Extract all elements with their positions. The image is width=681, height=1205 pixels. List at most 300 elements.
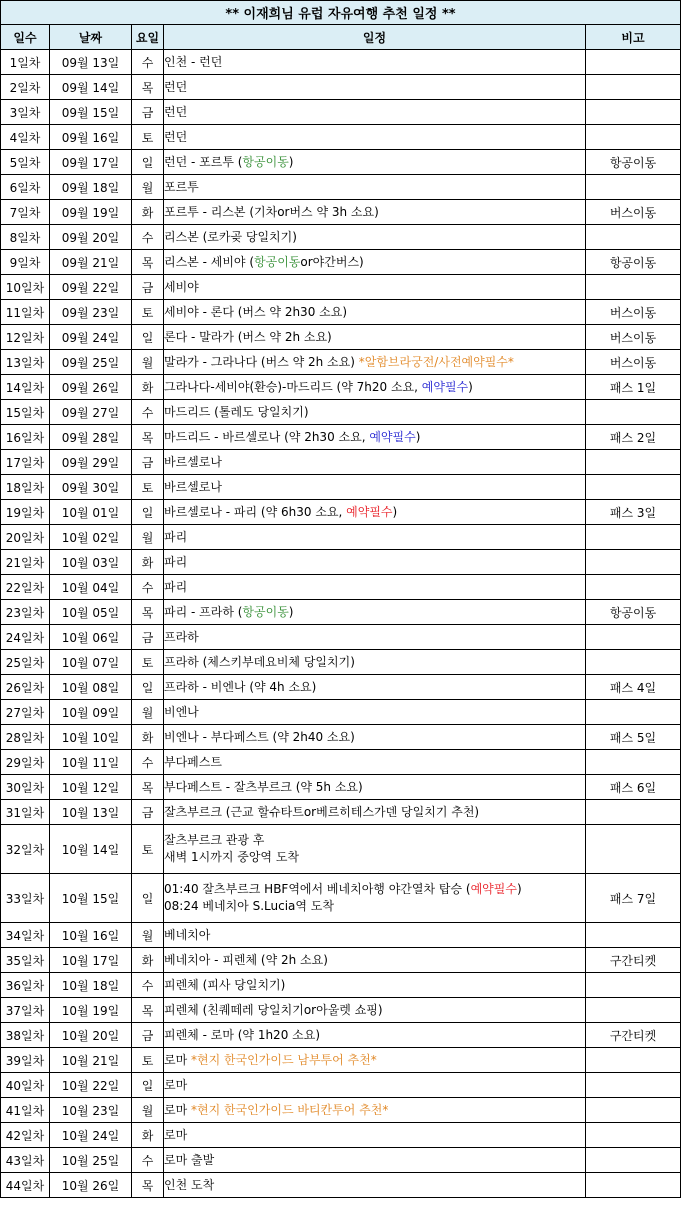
- schedule-text: 파리 - 프라하 (: [164, 604, 243, 619]
- date-cell: 10월 10일: [50, 725, 132, 750]
- date-cell: 10월 18일: [50, 973, 132, 998]
- schedule-text: 런던: [164, 104, 188, 119]
- schedule-line: [164, 1077, 585, 1094]
- table-row: [1, 325, 681, 350]
- table-row: [1, 350, 681, 375]
- note-cell: 패스 2일: [586, 425, 681, 450]
- weekday-cell: 토: [132, 125, 164, 150]
- highlight-text: 예약필수: [470, 882, 517, 896]
- day-cell: 42일차: [1, 1123, 50, 1148]
- schedule-text: ): [288, 154, 294, 169]
- note-cell: 항공이동: [586, 250, 681, 275]
- schedule-text: 바르셀로나: [164, 454, 222, 469]
- schedule-text: 잘츠부르크 관광 후: [164, 833, 265, 847]
- schedule-text: 런던: [164, 79, 188, 94]
- weekday-cell: 화: [132, 725, 164, 750]
- schedule-text: 파리: [164, 529, 188, 544]
- note-cell: [586, 1173, 681, 1198]
- table-row: [1, 400, 681, 425]
- weekday-cell: 화: [132, 948, 164, 973]
- schedule-line: [164, 204, 585, 221]
- schedule-cell: [164, 1023, 586, 1048]
- schedule-line: [164, 881, 585, 898]
- schedule-text: 비엔나: [164, 704, 199, 719]
- date-cell: 09월 22일: [50, 275, 132, 300]
- weekday-cell: 월: [132, 923, 164, 948]
- table-row: [1, 500, 681, 525]
- day-cell: 3일차: [1, 100, 50, 125]
- date-cell: 09월 24일: [50, 325, 132, 350]
- weekday-cell: 금: [132, 625, 164, 650]
- schedule-line: [164, 504, 585, 521]
- schedule-text: 포르투 - 리스본 (기차or버스 약 3h 소요): [164, 204, 379, 219]
- schedule-text: 런던 - 포르투 (: [164, 154, 243, 169]
- weekday-cell: 월: [132, 350, 164, 375]
- weekday-cell: 화: [132, 1123, 164, 1148]
- schedule-text: 프라하 - 비엔나 (약 4h 소요): [164, 679, 317, 694]
- weekday-cell: 월: [132, 700, 164, 725]
- note-cell: [586, 998, 681, 1023]
- schedule-cell: [164, 275, 586, 300]
- schedule-text: or야간버스): [300, 254, 364, 269]
- schedule-cell: [164, 948, 586, 973]
- weekday-cell: 토: [132, 475, 164, 500]
- schedule-line: [164, 54, 585, 71]
- table-row: [1, 550, 681, 575]
- schedule-cell: [164, 425, 586, 450]
- weekday-cell: 목: [132, 250, 164, 275]
- table-row: [1, 525, 681, 550]
- schedule-text: 피렌체 (피사 당일치기): [164, 977, 286, 992]
- weekday-cell: 금: [132, 1023, 164, 1048]
- schedule-cell: [164, 575, 586, 600]
- schedule-cell: [164, 825, 586, 874]
- note-cell: [586, 275, 681, 300]
- date-cell: 10월 14일: [50, 825, 132, 874]
- note-cell: [586, 825, 681, 874]
- schedule-line: [164, 79, 585, 96]
- schedule-line: [164, 629, 585, 646]
- table-row: [1, 1098, 681, 1123]
- table-row: [1, 998, 681, 1023]
- day-cell: 2일차: [1, 75, 50, 100]
- schedule-cell: [164, 375, 586, 400]
- date-cell: 10월 19일: [50, 998, 132, 1023]
- schedule-line: [164, 279, 585, 296]
- highlight-text: 항공이동: [254, 254, 301, 269]
- note-cell: 항공이동: [586, 600, 681, 625]
- note-cell: [586, 50, 681, 75]
- day-cell: 43일차: [1, 1148, 50, 1173]
- schedule-cell: [164, 550, 586, 575]
- note-cell: 패스 1일: [586, 375, 681, 400]
- note-cell: [586, 175, 681, 200]
- date-cell: 10월 22일: [50, 1073, 132, 1098]
- note-cell: 버스이동: [586, 350, 681, 375]
- day-cell: 22일차: [1, 575, 50, 600]
- weekday-cell: 일: [132, 500, 164, 525]
- schedule-line: [164, 1152, 585, 1169]
- schedule-text: 부다페스트: [164, 754, 222, 769]
- schedule-line: [164, 479, 585, 496]
- highlight-text: 예약필수: [421, 379, 469, 394]
- table-row: [1, 1173, 681, 1198]
- weekday-cell: 일: [132, 150, 164, 175]
- date-cell: 10월 15일: [50, 874, 132, 923]
- date-cell: 09월 15일: [50, 100, 132, 125]
- schedule-text: 바르셀로나: [164, 479, 222, 494]
- schedule-text: 부다페스트 - 잘츠부르크 (약 5h 소요): [164, 779, 363, 794]
- date-cell: 09월 18일: [50, 175, 132, 200]
- date-cell: 10월 01일: [50, 500, 132, 525]
- highlight-text: *알함브라궁전/사전예약필수*: [358, 354, 514, 369]
- schedule-cell: [164, 475, 586, 500]
- day-cell: 34일차: [1, 923, 50, 948]
- schedule-line: [164, 604, 585, 621]
- day-cell: 4일차: [1, 125, 50, 150]
- weekday-cell: 수: [132, 50, 164, 75]
- schedule-cell: [164, 500, 586, 525]
- date-cell: 10월 08일: [50, 675, 132, 700]
- schedule-text: 01:40 잘츠부르크 HBF역에서 베네치아행 야간열차 탑승 (: [164, 882, 471, 896]
- weekday-cell: 화: [132, 550, 164, 575]
- day-cell: 44일차: [1, 1173, 50, 1198]
- highlight-text: 예약필수: [346, 504, 393, 519]
- schedule-text: 로마: [164, 1077, 188, 1092]
- note-cell: 패스 6일: [586, 775, 681, 800]
- schedule-text: ): [516, 882, 522, 896]
- schedule-text: 베네치아 - 피렌체 (약 2h 소요): [164, 952, 328, 967]
- day-cell: 10일차: [1, 275, 50, 300]
- weekday-cell: 금: [132, 450, 164, 475]
- schedule-text: 인천 - 런던: [164, 54, 223, 69]
- day-cell: 1일차: [1, 50, 50, 75]
- schedule-text: ): [415, 429, 421, 444]
- schedule-text: ): [468, 379, 473, 394]
- schedule-line: [164, 977, 585, 994]
- schedule-line: [164, 304, 585, 321]
- note-cell: [586, 525, 681, 550]
- note-cell: [586, 475, 681, 500]
- schedule-text: 바르셀로나 - 파리 (약 6h30 소요,: [164, 504, 347, 519]
- note-cell: 항공이동: [586, 150, 681, 175]
- schedule-cell: [164, 75, 586, 100]
- weekday-cell: 목: [132, 1173, 164, 1198]
- schedule-text: 로마: [164, 1127, 188, 1142]
- date-cell: 09월 14일: [50, 75, 132, 100]
- table-row: [1, 575, 681, 600]
- header-note: 비고: [586, 25, 681, 50]
- schedule-cell: [164, 675, 586, 700]
- note-cell: [586, 400, 681, 425]
- schedule-cell: [164, 725, 586, 750]
- note-cell: [586, 575, 681, 600]
- schedule-line: [164, 1127, 585, 1144]
- table-row: [1, 300, 681, 325]
- schedule-line: [164, 554, 585, 571]
- weekday-cell: 금: [132, 100, 164, 125]
- schedule-text: 로마 출발: [164, 1152, 215, 1167]
- table-row: [1, 150, 681, 175]
- date-cell: 09월 20일: [50, 225, 132, 250]
- date-cell: 10월 20일: [50, 1023, 132, 1048]
- date-cell: 10월 02일: [50, 525, 132, 550]
- table-row: [1, 725, 681, 750]
- day-cell: 11일차: [1, 300, 50, 325]
- weekday-cell: 일: [132, 325, 164, 350]
- schedule-text: 프라하 (체스키부데요비체 당일치기): [164, 654, 355, 669]
- note-cell: 구간티켓: [586, 1023, 681, 1048]
- date-cell: 10월 03일: [50, 550, 132, 575]
- date-cell: 10월 05일: [50, 600, 132, 625]
- schedule-cell: [164, 1048, 586, 1073]
- date-cell: 10월 16일: [50, 923, 132, 948]
- date-cell: 09월 27일: [50, 400, 132, 425]
- schedule-line: [164, 1102, 585, 1119]
- weekday-cell: 수: [132, 973, 164, 998]
- table-row: [1, 100, 681, 125]
- table-row: [1, 225, 681, 250]
- table-row: [1, 973, 681, 998]
- date-cell: 09월 29일: [50, 450, 132, 475]
- day-cell: 38일차: [1, 1023, 50, 1048]
- schedule-cell: [164, 300, 586, 325]
- day-cell: 15일차: [1, 400, 50, 425]
- weekday-cell: 화: [132, 200, 164, 225]
- schedule-line: [164, 952, 585, 969]
- date-cell: 09월 26일: [50, 375, 132, 400]
- schedule-text: 베네치아: [164, 927, 211, 942]
- schedule-line: [164, 404, 585, 421]
- day-cell: 31일차: [1, 800, 50, 825]
- date-cell: 10월 04일: [50, 575, 132, 600]
- schedule-cell: [164, 225, 586, 250]
- note-cell: 패스 4일: [586, 675, 681, 700]
- schedule-line: [164, 779, 585, 796]
- schedule-cell: [164, 100, 586, 125]
- note-cell: [586, 800, 681, 825]
- weekday-cell: 목: [132, 775, 164, 800]
- day-cell: 33일차: [1, 874, 50, 923]
- note-cell: [586, 973, 681, 998]
- weekday-cell: 금: [132, 275, 164, 300]
- schedule-line: [164, 129, 585, 146]
- note-cell: [586, 625, 681, 650]
- table-row: [1, 700, 681, 725]
- date-cell: 10월 24일: [50, 1123, 132, 1148]
- table-row: [1, 825, 681, 874]
- highlight-text: 항공이동: [242, 604, 289, 619]
- note-cell: [586, 75, 681, 100]
- note-cell: 패스 3일: [586, 500, 681, 525]
- schedule-line: [164, 579, 585, 596]
- schedule-text: 파리: [164, 579, 188, 594]
- schedule-text: 로마: [164, 1052, 191, 1067]
- date-cell: 09월 23일: [50, 300, 132, 325]
- schedule-line: [164, 379, 585, 396]
- header-weekday: 요일: [132, 25, 164, 50]
- weekday-cell: 토: [132, 1048, 164, 1073]
- note-cell: [586, 750, 681, 775]
- schedule-text: 08:24 베네치아 S.Lucia역 도착: [164, 899, 334, 913]
- weekday-cell: 수: [132, 225, 164, 250]
- weekday-cell: 목: [132, 75, 164, 100]
- day-cell: 23일차: [1, 600, 50, 625]
- schedule-text: 리스본 (로카곶 당일치기): [164, 229, 297, 244]
- date-cell: 09월 30일: [50, 475, 132, 500]
- schedule-cell: [164, 973, 586, 998]
- date-cell: 10월 13일: [50, 800, 132, 825]
- table-row: [1, 923, 681, 948]
- weekday-cell: 토: [132, 300, 164, 325]
- weekday-cell: 목: [132, 600, 164, 625]
- schedule-text: 피렌체 (친퀘떼레 당일치기or아울렛 쇼핑): [164, 1002, 383, 1017]
- note-cell: 패스 7일: [586, 874, 681, 923]
- highlight-text: 항공이동: [242, 154, 289, 169]
- schedule-text: 마드리드 (톨레도 당일치기): [164, 404, 309, 419]
- date-cell: 09월 17일: [50, 150, 132, 175]
- schedule-cell: [164, 1173, 586, 1198]
- table-row: [1, 650, 681, 675]
- table-row: [1, 275, 681, 300]
- schedule-text: ): [288, 604, 294, 619]
- schedule-text: 파리: [164, 554, 188, 569]
- schedule-text: 세비야 - 론다 (버스 약 2h30 소요): [164, 304, 348, 319]
- note-cell: [586, 225, 681, 250]
- schedule-text: 피렌체 - 로마 (약 1h20 소요): [164, 1027, 321, 1042]
- table-row: [1, 375, 681, 400]
- table-row: [1, 475, 681, 500]
- table-row: [1, 800, 681, 825]
- weekday-cell: 수: [132, 1148, 164, 1173]
- schedule-cell: [164, 874, 586, 923]
- schedule-cell: [164, 200, 586, 225]
- date-cell: 10월 07일: [50, 650, 132, 675]
- schedule-cell: [164, 775, 586, 800]
- schedule-cell: [164, 700, 586, 725]
- schedule-text: 프라하: [164, 629, 199, 644]
- sheet-title: ** 이재희님 유럽 자유여행 추천 일정 **: [1, 1, 681, 25]
- day-cell: 12일차: [1, 325, 50, 350]
- day-cell: 21일차: [1, 550, 50, 575]
- schedule-cell: [164, 625, 586, 650]
- highlight-text: 예약필수: [369, 429, 416, 444]
- schedule-text: 리스본 - 세비야 (: [164, 254, 255, 269]
- schedule-line: [164, 804, 585, 821]
- table-row: [1, 175, 681, 200]
- weekday-cell: 월: [132, 1098, 164, 1123]
- schedule-text: 론다 - 말라가 (버스 약 2h 소요): [164, 329, 332, 344]
- schedule-line: [164, 179, 585, 196]
- schedule-cell: [164, 125, 586, 150]
- weekday-cell: 수: [132, 750, 164, 775]
- day-cell: 17일차: [1, 450, 50, 475]
- date-cell: 10월 26일: [50, 1173, 132, 1198]
- weekday-cell: 월: [132, 525, 164, 550]
- table-row: [1, 750, 681, 775]
- highlight-text: *현지 한국인가이드 남부투어 추천*: [191, 1052, 377, 1067]
- schedule-line: [164, 329, 585, 346]
- table-row: [1, 450, 681, 475]
- schedule-line: [164, 729, 585, 746]
- table-row: [1, 250, 681, 275]
- table-row: [1, 1123, 681, 1148]
- date-cell: 10월 11일: [50, 750, 132, 775]
- schedule-line: [164, 254, 585, 271]
- day-cell: 25일차: [1, 650, 50, 675]
- day-cell: 41일차: [1, 1098, 50, 1123]
- day-cell: 14일차: [1, 375, 50, 400]
- schedule-line: [164, 704, 585, 721]
- note-cell: 버스이동: [586, 300, 681, 325]
- weekday-cell: 토: [132, 825, 164, 874]
- day-cell: 16일차: [1, 425, 50, 450]
- schedule-line: [164, 1002, 585, 1019]
- date-cell: 09월 19일: [50, 200, 132, 225]
- note-cell: [586, 923, 681, 948]
- table-row: [1, 625, 681, 650]
- schedule-text: 새벽 1시까지 중앙역 도착: [164, 850, 299, 864]
- note-cell: 버스이동: [586, 200, 681, 225]
- schedule-line: [164, 454, 585, 471]
- weekday-cell: 일: [132, 1073, 164, 1098]
- schedule-line: [164, 229, 585, 246]
- note-cell: 버스이동: [586, 325, 681, 350]
- day-cell: 36일차: [1, 973, 50, 998]
- day-cell: 30일차: [1, 775, 50, 800]
- note-cell: [586, 1148, 681, 1173]
- schedule-text: 포르투: [164, 179, 199, 194]
- schedule-cell: [164, 325, 586, 350]
- date-cell: 09월 16일: [50, 125, 132, 150]
- day-cell: 8일차: [1, 225, 50, 250]
- weekday-cell: 수: [132, 400, 164, 425]
- note-cell: [586, 550, 681, 575]
- date-cell: 10월 09일: [50, 700, 132, 725]
- schedule-cell: [164, 750, 586, 775]
- table-row: [1, 1048, 681, 1073]
- table-row: [1, 1073, 681, 1098]
- weekday-cell: 월: [132, 175, 164, 200]
- schedule-cell: [164, 450, 586, 475]
- date-cell: 09월 21일: [50, 250, 132, 275]
- schedule-cell: [164, 1148, 586, 1173]
- schedule-text: 잘츠부르크 (근교 할슈타트or베르히테스가덴 당일치기 추천): [164, 804, 480, 819]
- date-cell: 10월 23일: [50, 1098, 132, 1123]
- note-cell: [586, 450, 681, 475]
- schedule-text: ): [392, 504, 398, 519]
- note-cell: [586, 650, 681, 675]
- table-row: [1, 1023, 681, 1048]
- schedule-cell: [164, 525, 586, 550]
- schedule-cell: [164, 923, 586, 948]
- table-row: [1, 200, 681, 225]
- schedule-cell: [164, 800, 586, 825]
- note-cell: [586, 700, 681, 725]
- day-cell: 28일차: [1, 725, 50, 750]
- schedule-cell: [164, 1073, 586, 1098]
- date-cell: 10월 25일: [50, 1148, 132, 1173]
- weekday-cell: 일: [132, 675, 164, 700]
- schedule-line: [164, 1027, 585, 1044]
- date-cell: 10월 17일: [50, 948, 132, 973]
- schedule-line: [164, 898, 585, 915]
- schedule-text: 비엔나 - 부다페스트 (약 2h40 소요): [164, 729, 355, 744]
- schedule-line: [164, 429, 585, 446]
- schedule-text: 그라나다-세비야(환승)-마드리드 (약 7h20 소요,: [164, 379, 422, 394]
- weekday-cell: 일: [132, 874, 164, 923]
- day-cell: 29일차: [1, 750, 50, 775]
